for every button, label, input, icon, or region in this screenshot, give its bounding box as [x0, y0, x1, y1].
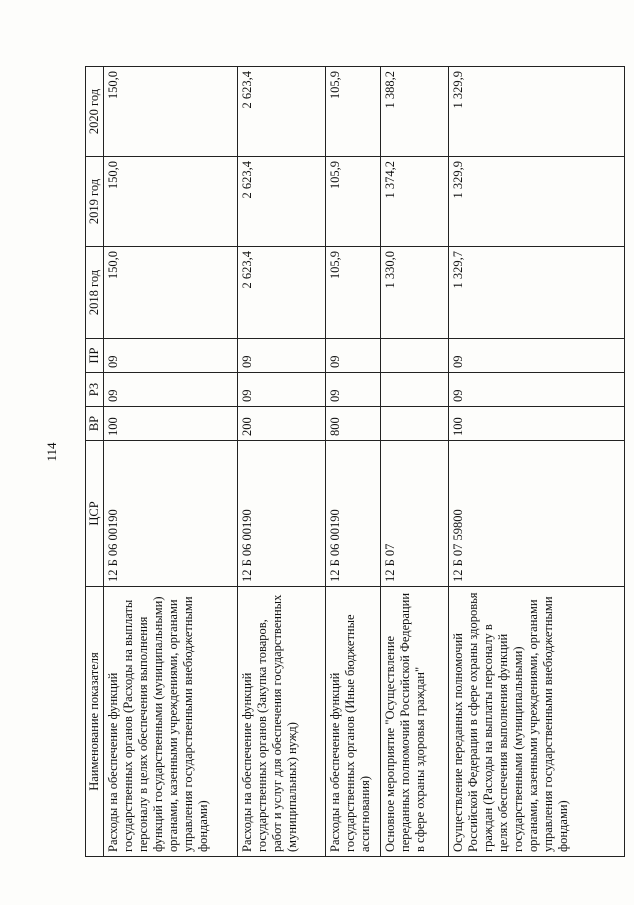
cell-2020: 1 329,9: [448, 67, 624, 157]
header-vr: ВР: [86, 407, 104, 441]
cell-pr: 09: [326, 339, 380, 373]
cell-rz: 09: [448, 373, 624, 407]
header-2018: 2018 год: [86, 247, 104, 339]
cell-csr: 12 Б 07: [380, 441, 448, 587]
cell-csr: 12 Б 06 00190: [326, 441, 380, 587]
cell-2020: 2 623,4: [238, 67, 326, 157]
cell-rz: 09: [104, 373, 238, 407]
cell-2019: 1 374,2: [380, 157, 448, 247]
cell-rz: 09: [326, 373, 380, 407]
budget-table: [85, 66, 625, 857]
cell-pr: 09: [448, 339, 624, 373]
cell-rz: 09: [238, 373, 326, 407]
cell-indicator-name: Расходы на обеспечение функций государственных органов (Закупка товаров, работ и услуг для обеспечения государственных (муниципальных) нужд): [238, 587, 326, 857]
header-rz: РЗ: [86, 373, 104, 407]
cell-rz: [380, 373, 448, 407]
cell-vr: 100: [104, 407, 238, 441]
header-2020: 2020 год: [86, 67, 104, 157]
table-header-row: [86, 67, 104, 857]
cell-2018: 1 330,0: [380, 247, 448, 339]
cell-2018: 2 623,4: [238, 247, 326, 339]
table-row: [448, 67, 624, 857]
rotated-page-content: [85, 67, 625, 857]
cell-vr: [380, 407, 448, 441]
header-pr: ПР: [86, 339, 104, 373]
cell-pr: 09: [238, 339, 326, 373]
cell-indicator-name: Осуществление переданных полномочий Российской Федерации в сфере охраны здоровья граждан (Расходы на выплаты персоналу в целях обеспечения выполнения функций государственными (муниципальными) органами, казенными учреждениями, органами управления государственными внебюджетными фондами): [448, 587, 624, 857]
cell-2020: 1 388,2: [380, 67, 448, 157]
table-row: [104, 67, 238, 857]
cell-csr: 12 Б 06 00190: [104, 441, 238, 587]
table-row: [238, 67, 326, 857]
cell-2019: 105,9: [326, 157, 380, 247]
cell-vr: 200: [238, 407, 326, 441]
cell-csr: 12 Б 07 59800: [448, 441, 624, 587]
table-row: [326, 67, 380, 857]
cell-indicator-name: Расходы на обеспечение функций государственных органов (Иные бюджетные ассигнования): [326, 587, 380, 857]
cell-indicator-name: Расходы на обеспечение функций государственных органов (Расходы на выплаты персоналу в целях обеспечения выполнения функций государственными (муниципальными) органами, казенными учреждениями, органами управления государственными внебюджетными фондами): [104, 587, 238, 857]
cell-2019: 150,0: [104, 157, 238, 247]
page-number: 114: [44, 442, 59, 462]
cell-2018: 105,9: [326, 247, 380, 339]
cell-2018: 1 329,7: [448, 247, 624, 339]
cell-vr: 800: [326, 407, 380, 441]
cell-2019: 2 623,4: [238, 157, 326, 247]
cell-2018: 150,0: [104, 247, 238, 339]
cell-2019: 1 329,9: [448, 157, 624, 247]
cell-pr: [380, 339, 448, 373]
header-2019: 2019 год: [86, 157, 104, 247]
cell-csr: 12 Б 06 00190: [238, 441, 326, 587]
cell-2020: 105,9: [326, 67, 380, 157]
cell-vr: 100: [448, 407, 624, 441]
cell-pr: 09: [104, 339, 238, 373]
table-row: [380, 67, 448, 857]
header-indicator-name: Наименование показателя: [86, 587, 104, 857]
header-csr: ЦСР: [86, 441, 104, 587]
cell-2020: 150,0: [104, 67, 238, 157]
cell-indicator-name: Основное мероприятие "Осуществление переданных полномочий Российской Федерации в сфере охраны здоровья граждан": [380, 587, 448, 857]
